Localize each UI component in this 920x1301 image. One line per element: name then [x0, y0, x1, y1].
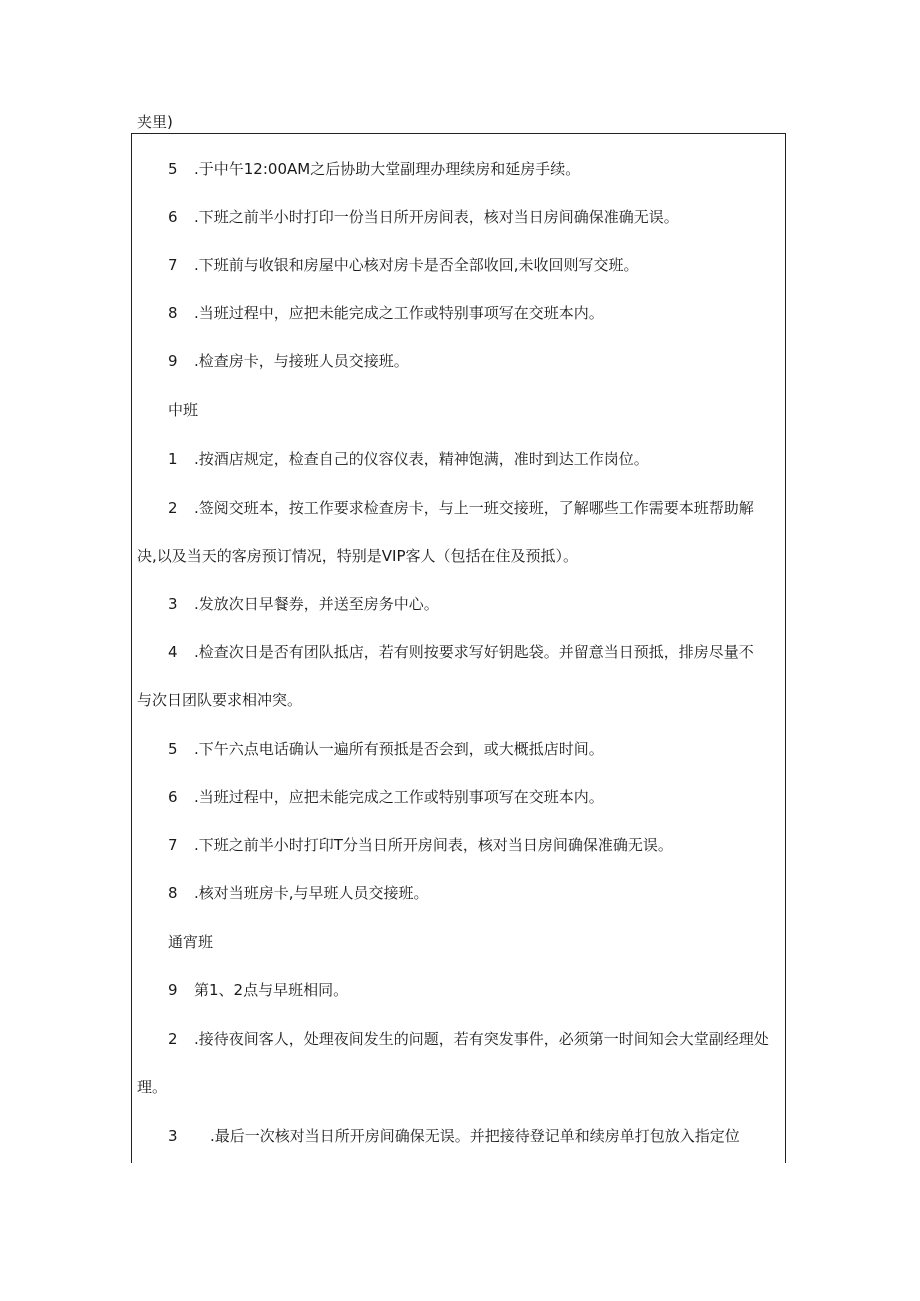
list-item: [168, 833, 673, 857]
item-number: 7: [168, 256, 178, 274]
item-number: 3: [168, 595, 178, 613]
list-item: [168, 205, 679, 229]
list-item: [168, 157, 580, 181]
item-number: 7: [168, 836, 178, 854]
list-item: [168, 496, 754, 520]
item-number: 9: [168, 352, 178, 370]
item-text: .按酒店规定，检查自己的仪容仪表，精神饱满，准时到达工作岗位。: [194, 450, 649, 468]
item-text: .检查房卡，与接班人员交接班。: [194, 352, 409, 370]
item-text: .于中午12:00AM之后协助大堂副理办理续房和延房手续。: [194, 160, 581, 178]
list-item: [168, 785, 604, 809]
item-number: 6: [168, 788, 178, 806]
item-text: .检查次日是否有团队抵店，若有则按要求写好钥匙袋。并留意当日预抵，排房尽量不: [194, 643, 754, 661]
item-text: .发放次日早餐券，并送至房务中心。: [194, 595, 439, 613]
item-number: 5: [168, 740, 178, 758]
list-item: [168, 737, 604, 761]
item-number: 9: [168, 981, 178, 999]
list-item: [168, 447, 649, 471]
item-number: 5: [168, 160, 178, 178]
list-item: [168, 349, 409, 373]
item-text: .核对当班房卡,与早班人员交接班。: [194, 884, 429, 902]
section-heading-middle-shift: 中班: [168, 401, 199, 419]
item-text: .接待夜间客人，处理夜间发生的问题，若有突发事件，必须第一时间知会大堂副经理处: [194, 1030, 769, 1048]
list-item-continuation: 理。: [137, 1078, 168, 1096]
item-number: 3: [168, 1127, 178, 1145]
item-text: .当班过程中，应把未能完成之工作或特别事项写在交班本内。: [194, 788, 604, 806]
list-item: [168, 1027, 769, 1051]
list-item-continuation: 决,以及当天的客房预订情况，特别是VIP客人（包括在住及预抵）。: [137, 547, 579, 565]
item-number: 2: [168, 1030, 178, 1048]
item-number: 4: [168, 643, 178, 661]
item-number: 1: [168, 450, 178, 468]
item-text: .下班之前半小时打印T分当日所开房间表，核对当日房间确保准确无误。: [194, 836, 673, 854]
item-text: .下班前与收银和房屋中心核对房卡是否全部收回,未收回则写交班。: [194, 256, 639, 274]
list-item-continuation: 与次日团队要求相冲突。: [137, 691, 303, 709]
list-item: [168, 978, 348, 1002]
list-item: [168, 253, 639, 277]
top-continuation-text: 夹里): [137, 113, 173, 131]
list-item: [168, 592, 439, 616]
item-text: 第1、2点与早班相同。: [194, 981, 349, 999]
list-item: [168, 301, 604, 325]
item-text: .当班过程中，应把未能完成之工作或特别事项写在交班本内。: [194, 304, 604, 322]
list-item: [168, 640, 754, 664]
item-text: .下午六点电话确认一遍所有预抵是否会到，或大概抵店时间。: [194, 740, 604, 758]
item-text: .最后一次核对当日所开房间确保无误。并把接待登记单和续房单打包放入指定位: [210, 1127, 740, 1145]
list-item: [168, 1124, 740, 1148]
item-text: .签阅交班本，按工作要求检查房卡，与上一班交接班，了解哪些工作需要本班帮助解: [194, 499, 754, 517]
item-number: 2: [168, 499, 178, 517]
item-text: .下班之前半小时打印一份当日所开房间表，核对当日房间确保准确无误。: [194, 208, 679, 226]
section-heading-night-shift: 通宵班: [168, 933, 214, 951]
item-number: 6: [168, 208, 178, 226]
list-item: [168, 881, 429, 905]
item-number: 8: [168, 884, 178, 902]
item-number: 8: [168, 304, 178, 322]
